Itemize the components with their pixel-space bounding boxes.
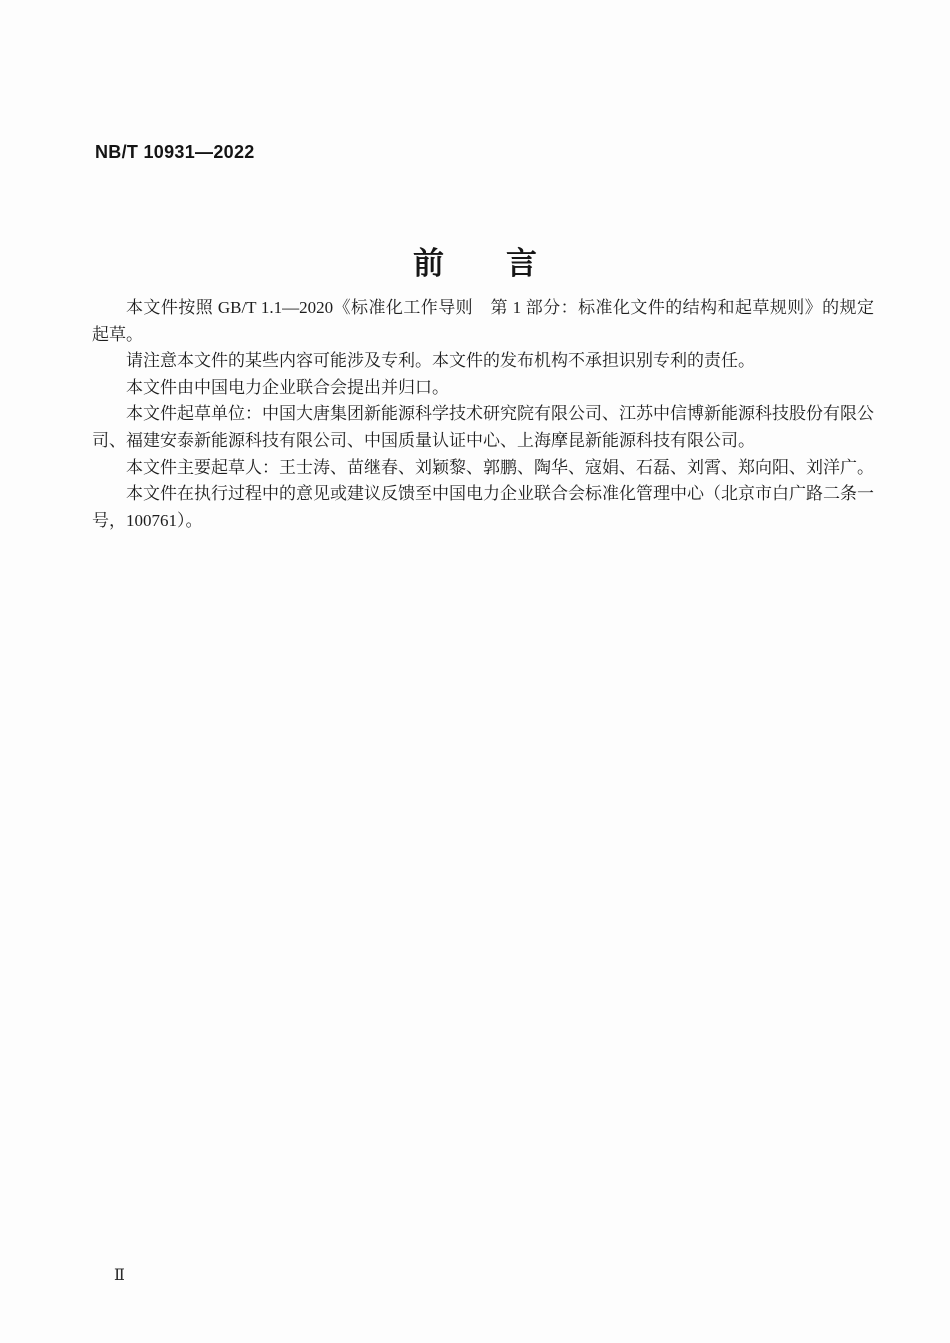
foreword-paragraph: 本文件由中国电力企业联合会提出并归口。 <box>126 377 449 397</box>
page-number: Ⅱ <box>114 1267 125 1284</box>
foreword-paragraph: 请注意本文件的某些内容可能涉及专利。本文件的发布机构不承担识别专利的责任。 <box>126 351 755 371</box>
standard-code: NB/T 10931—2022 <box>95 142 255 162</box>
foreword-paragraph: 本文件在执行过程中的意见或建议反馈至中国电力企业联合会标准化管理中心（北京市白广路二条一号，100761）。 <box>92 484 874 530</box>
foreword-paragraph: 本文件起草单位：中国大唐集团新能源科学技术研究院有限公司、江苏中信博新能源科技股份有限公司、福建安泰新能源科技有限公司、中国质量认证中心、上海摩昆新能源科技有限公司。 <box>92 404 874 450</box>
foreword-body <box>92 295 874 534</box>
page-title: 前 言 <box>413 245 537 281</box>
foreword-paragraph: 本文件主要起草人：王士涛、苗继春、刘颖黎、郭鹏、陶华、寇娟、石磊、刘霄、郑向阳、刘洋广。 <box>126 457 874 477</box>
foreword-paragraph: 本文件按照 GB/T 1.1—2020《标准化工作导则 第 1 部分：标准化文件的结构和起草规则》的规定起草。 <box>92 298 874 344</box>
